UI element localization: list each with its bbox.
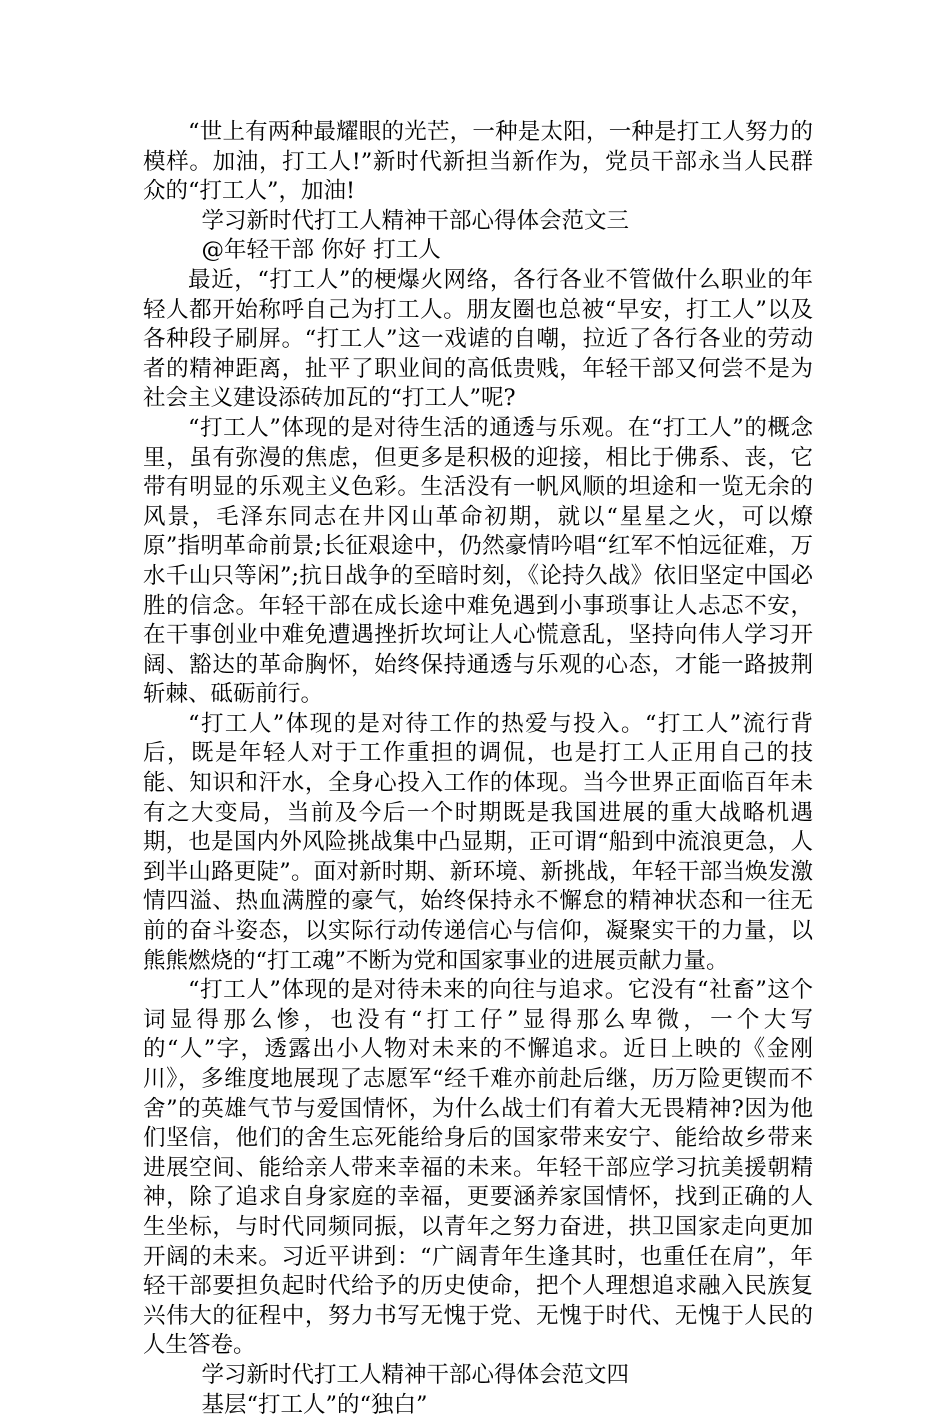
body-paragraph-4: “打工人”体现的是对待工作的热爱与投入。“打工人”流行背后，既是年轻人对于工作重担的调侃，也是打工人正用自己的技能、知识和汗水，全身心投入工作的体现。当今世界正面临百年未有之大变局，当前及今后一个时期既是我国进展的重大战略机遇期，也是国内外风险挑战集中凸显期，正可谓“船到中流浪更急，人到半山路更陡”。面对新时期、新环境、新挑战，年轻干部当焕发激情四溢、热血满膛的豪气，始终保持永不懈怠的精神状态和一往无前的奋斗姿态，以实际行动传递信心与信仰，凝聚实干的力量，以熊熊燃烧的“打工魂”不断为党和国家事业的进展贡献力量。 [143,710,813,974]
document-body [143,118,813,1420]
body-paragraph-5: “打工人”体现的是对待未来的向往与追求。它没有“社畜”这个词显得那么惨，也没有“打工仔”显得那么卑微，一个大写的“人”字，透露出小人物对未来的不懈追求。近日上映的《金刚川》，多维度地展现了志愿军“经千难亦前赴后继，历万险更锲而不舍”的英雄气节与爱国情怀，为什么战士们有着大无畏精神?因为他们坚信，他们的舍生忘死能给身后的国家带来安宁、能给故乡带来进展空间、能给亲人带来幸福的未来。年轻干部应学习抗美援朝精神，除了追求自身家庭的幸福，更要涵养家国情怀，找到正确的人生坐标，与时代同频同振，以青年之努力奋进，拱卫国家走向更加开阔的未来。习近平讲到：“广阔青年生逢其时，也重任在肩”，年轻干部要担负起时代给予的历史使命，把个人理想追求融入民族复兴伟大的征程中，努力书写无愧于党、无愧于时代、无愧于人民的人生答卷。 [143,977,813,1359]
article-subtitle-4: 基层“打工人”的“独白” [201,1391,428,1418]
body-paragraph-2: 最近，“打工人”的梗爆火网络，各行各业不管做什么职业的年轻人都开始称呼自己为打工人。朋友圈也总被“早安，打工人”以及各种段子刷屏。“打工人”这一戏谑的自嘲，拉近了各行各业的劳动者的精神距离，扯平了职业间的高低贵贱，年轻干部又何尝不是为社会主义建设添砖加瓦的“打工人”呢? [143,266,813,412]
article-subtitle-3: @年轻干部 你好 打工人 [201,237,441,264]
body-paragraph-1: “世上有两种最耀眼的光芒，一种是太阳，一种是打工人努力的模样。加油，打工人!”新时代新担当新作为，党员干部永当人民群众的“打工人”，加油! [143,119,813,205]
section-heading-4: 学习新时代打工人精神干部心得体会范文四 [201,1361,630,1388]
body-paragraph-3: “打工人”体现的是对待生活的通透与乐观。在“打工人”的概念里，虽有弥漫的焦虑，但更多是积极的迎接，相比于佛系、丧，它带有明显的乐观主义色彩。生活没有一帆风顺的坦途和一览无余的风景，毛泽东同志在井冈山革命初期，就以“星星之火，可以燎原”指明革命前景;长征艰途中，仍然豪情吟唱“红军不怕远征难，万水千山只等闲”;抗日战争的至暗时刻，《论持久战》依旧坚定中国必胜的信念。年轻干部在成长途中难免遇到小事琐事让人忐忑不安，在干事创业中难免遭遇挫折坎坷让人心慌意乱，坚持向伟人学习开阔、豁达的革命胸怀，始终保持通透与乐观的心态，才能一路披荆斩棘、砥砺前行。 [143,414,813,708]
section-heading-3: 学习新时代打工人精神干部心得体会范文三 [201,207,630,234]
